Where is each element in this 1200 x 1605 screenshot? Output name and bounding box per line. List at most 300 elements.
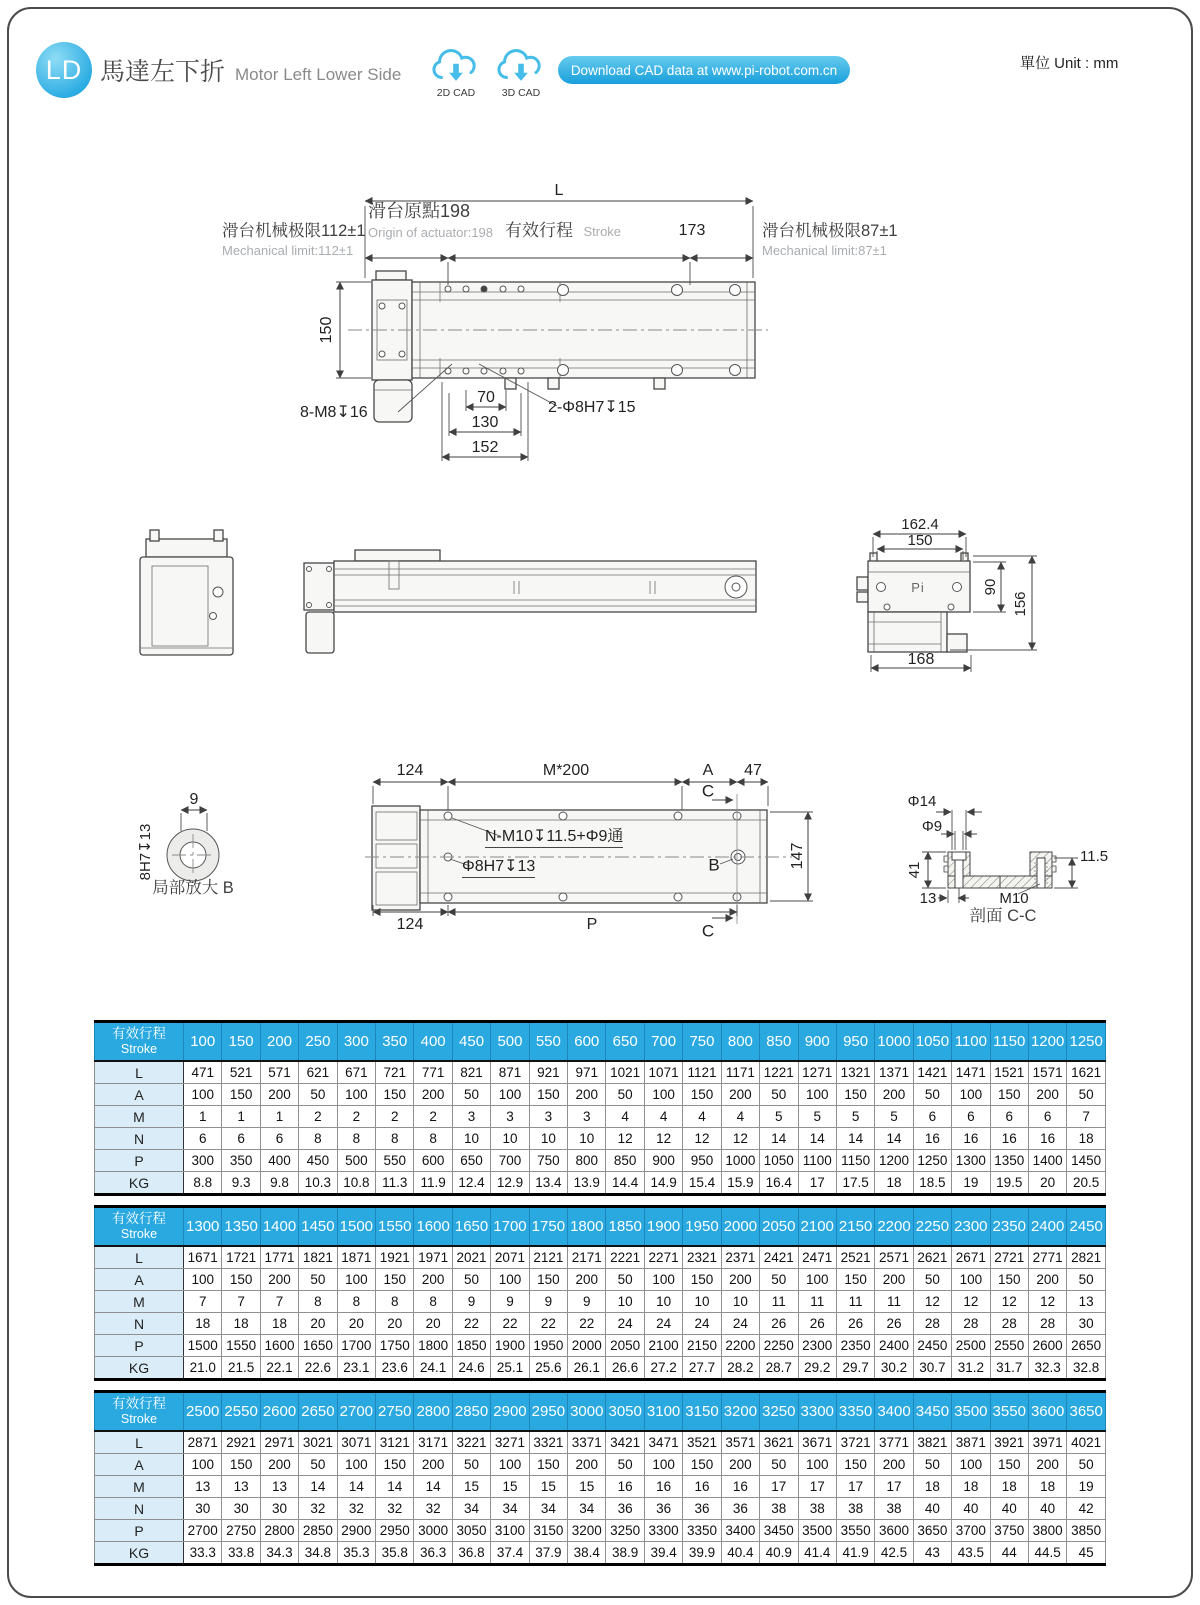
value-cell: 150 <box>683 1269 721 1291</box>
row-label: KG <box>95 1357 184 1380</box>
value-cell: 28 <box>952 1313 990 1335</box>
value-cell: 1250 <box>913 1150 951 1172</box>
value-cell: 25.6 <box>529 1357 567 1380</box>
value-cell: 500 <box>337 1150 375 1172</box>
value-cell: 100 <box>644 1269 682 1291</box>
value-cell: 3971 <box>1028 1431 1066 1454</box>
stroke-column-header: 1250 <box>1067 1022 1106 1062</box>
value-cell: 1821 <box>299 1246 337 1269</box>
row-label: M <box>95 1476 184 1498</box>
value-cell: 5 <box>836 1106 874 1128</box>
value-cell: 3271 <box>491 1431 529 1454</box>
row-label: N <box>95 1313 184 1335</box>
value-cell: 3921 <box>990 1431 1028 1454</box>
value-cell: 100 <box>952 1084 990 1106</box>
dim-13: 13 <box>919 889 937 907</box>
value-cell: 4021 <box>1067 1431 1106 1454</box>
cad-3d-label: 3D CAD <box>501 87 541 99</box>
value-cell: 32.8 <box>1067 1357 1106 1380</box>
value-cell: 1571 <box>1028 1061 1066 1084</box>
value-cell: 2950 <box>376 1520 414 1542</box>
section-mark-c-top: C <box>701 781 715 801</box>
stroke-column-header: 3300 <box>798 1392 836 1432</box>
value-cell: 18 <box>990 1476 1028 1498</box>
value-cell: 7 <box>260 1291 298 1313</box>
value-cell: 14.9 <box>644 1172 682 1195</box>
value-cell: 24 <box>721 1313 759 1335</box>
value-cell: 4 <box>644 1106 682 1128</box>
value-cell: 40 <box>1028 1498 1066 1520</box>
value-cell: 16 <box>683 1476 721 1498</box>
stroke-column-header: 950 <box>836 1022 874 1062</box>
row-label: A <box>95 1454 184 1476</box>
value-cell: 15 <box>491 1476 529 1498</box>
dimension-table-1 <box>94 1020 1106 1196</box>
value-cell: 18 <box>1067 1128 1106 1150</box>
value-cell: 50 <box>913 1269 951 1291</box>
value-cell: 2621 <box>913 1246 951 1269</box>
value-cell: 521 <box>222 1061 260 1084</box>
value-cell: 3 <box>491 1106 529 1128</box>
value-cell: 2471 <box>798 1246 836 1269</box>
value-cell: 100 <box>337 1084 375 1106</box>
value-cell: 17 <box>760 1476 798 1498</box>
value-cell: 2121 <box>529 1246 567 1269</box>
dim-m200: M*200 <box>542 762 590 780</box>
value-cell: 2021 <box>452 1246 490 1269</box>
value-cell: 1771 <box>260 1246 298 1269</box>
stroke-column-header: 850 <box>760 1022 798 1062</box>
value-cell: 2071 <box>491 1246 529 1269</box>
value-cell: 150 <box>683 1084 721 1106</box>
value-cell: 100 <box>184 1269 222 1291</box>
value-cell: 2371 <box>721 1246 759 1269</box>
value-cell: 871 <box>491 1061 529 1084</box>
detail-caption: 局部放大 B <box>152 878 234 897</box>
value-cell: 2450 <box>913 1335 951 1357</box>
stroke-column-header: 2900 <box>491 1392 529 1432</box>
value-cell: 6 <box>952 1106 990 1128</box>
stroke-header: 有效行程 Stroke <box>95 1022 184 1062</box>
value-cell: 100 <box>337 1269 375 1291</box>
value-cell: 1971 <box>414 1246 452 1269</box>
value-cell: 3700 <box>952 1520 990 1542</box>
value-cell: 150 <box>529 1454 567 1476</box>
detail-thread-label: 8H7↧13 <box>136 823 154 881</box>
stroke-column-header: 2350 <box>990 1207 1028 1247</box>
value-cell: 3600 <box>875 1520 913 1542</box>
value-cell: 12 <box>952 1291 990 1313</box>
value-cell: 26 <box>798 1313 836 1335</box>
value-cell: 50 <box>606 1269 644 1291</box>
value-cell: 100 <box>337 1454 375 1476</box>
value-cell: 50 <box>760 1084 798 1106</box>
value-cell: 20 <box>414 1313 452 1335</box>
dim-152: 152 <box>471 439 499 457</box>
value-cell: 150 <box>990 1269 1028 1291</box>
value-cell: 13 <box>184 1476 222 1498</box>
value-cell: 150 <box>376 1269 414 1291</box>
value-cell: 2550 <box>990 1335 1028 1357</box>
value-cell: 22 <box>491 1313 529 1335</box>
value-cell: 900 <box>644 1150 682 1172</box>
value-cell: 13.9 <box>568 1172 606 1195</box>
value-cell: 39.4 <box>644 1542 682 1565</box>
value-cell: 16.4 <box>760 1172 798 1195</box>
value-cell: 36 <box>683 1498 721 1520</box>
value-cell: 1350 <box>990 1150 1028 1172</box>
stroke-column-header: 600 <box>568 1022 606 1062</box>
value-cell: 9.3 <box>222 1172 260 1195</box>
row-label: A <box>95 1269 184 1291</box>
value-cell: 22 <box>452 1313 490 1335</box>
value-cell: 10 <box>683 1291 721 1313</box>
value-cell: 12 <box>683 1128 721 1150</box>
value-cell: 30 <box>184 1498 222 1520</box>
value-cell: 12.4 <box>452 1172 490 1195</box>
value-cell: 33.3 <box>184 1542 222 1565</box>
value-cell: 100 <box>491 1084 529 1106</box>
value-cell: 1150 <box>836 1150 874 1172</box>
value-cell: 1900 <box>491 1335 529 1357</box>
stroke-column-header: 2850 <box>452 1392 490 1432</box>
stroke-column-header: 1100 <box>952 1022 990 1062</box>
value-cell: 3721 <box>836 1431 874 1454</box>
value-cell: 10 <box>606 1291 644 1313</box>
value-cell: 8 <box>337 1291 375 1313</box>
value-cell: 200 <box>721 1269 759 1291</box>
value-cell: 24 <box>683 1313 721 1335</box>
value-cell: 15 <box>529 1476 567 1498</box>
value-cell: 150 <box>222 1269 260 1291</box>
value-cell: 3371 <box>568 1431 606 1454</box>
dimension-table-2 <box>94 1205 1106 1381</box>
value-cell: 1850 <box>452 1335 490 1357</box>
dim-phi14: Φ14 <box>907 792 937 810</box>
value-cell: 700 <box>491 1150 529 1172</box>
value-cell: 41.9 <box>836 1542 874 1565</box>
value-cell: 300 <box>184 1150 222 1172</box>
value-cell: 20.5 <box>1067 1172 1106 1195</box>
stroke-column-header: 2600 <box>260 1392 298 1432</box>
value-cell: 50 <box>913 1084 951 1106</box>
value-cell: 2100 <box>644 1335 682 1357</box>
row-label: P <box>95 1335 184 1357</box>
value-cell: 2271 <box>644 1246 682 1269</box>
stroke-column-header: 900 <box>798 1022 836 1062</box>
value-cell: 1300 <box>952 1150 990 1172</box>
value-cell: 1050 <box>760 1150 798 1172</box>
value-cell: 18 <box>260 1313 298 1335</box>
dim-P: P <box>586 916 598 934</box>
stroke-column-header: 400 <box>414 1022 452 1062</box>
value-cell: 150 <box>990 1084 1028 1106</box>
value-cell: 10 <box>452 1128 490 1150</box>
stroke-column-header: 2950 <box>529 1392 567 1432</box>
value-cell: 3100 <box>491 1520 529 1542</box>
value-cell: 24 <box>606 1313 644 1335</box>
row-label: P <box>95 1520 184 1542</box>
value-cell: 40 <box>990 1498 1028 1520</box>
value-cell: 15.4 <box>683 1172 721 1195</box>
stroke-column-header: 2550 <box>222 1392 260 1432</box>
value-cell: 821 <box>452 1061 490 1084</box>
value-cell: 8 <box>414 1128 452 1150</box>
model-badge: LD <box>36 42 92 98</box>
value-cell: 28 <box>990 1313 1028 1335</box>
value-cell: 43.5 <box>952 1542 990 1565</box>
value-cell: 8 <box>376 1128 414 1150</box>
value-cell: 9 <box>491 1291 529 1313</box>
value-cell: 4 <box>683 1106 721 1128</box>
value-cell: 100 <box>491 1454 529 1476</box>
value-cell: 12.9 <box>491 1172 529 1195</box>
value-cell: 1621 <box>1067 1061 1106 1084</box>
value-cell: 150 <box>376 1084 414 1106</box>
value-cell: 150 <box>836 1454 874 1476</box>
value-cell: 12 <box>606 1128 644 1150</box>
value-cell: 28.2 <box>721 1357 759 1380</box>
value-cell: 200 <box>1028 1084 1066 1106</box>
value-cell: 38 <box>760 1498 798 1520</box>
value-cell: 100 <box>491 1269 529 1291</box>
value-cell: 3571 <box>721 1431 759 1454</box>
value-cell: 12 <box>644 1128 682 1150</box>
thread-callout-8m8: 8-M8↧16 <box>300 404 368 421</box>
value-cell: 31.7 <box>990 1357 1028 1380</box>
value-cell: 3821 <box>913 1431 951 1454</box>
value-cell: 26 <box>760 1313 798 1335</box>
mech-limit-left-zh: 滑台机械极限112±1 <box>222 222 366 240</box>
value-cell: 2350 <box>836 1335 874 1357</box>
origin-label-en: Origin of actuator:198 <box>368 225 494 240</box>
row-label: M <box>95 1291 184 1313</box>
value-cell: 150 <box>222 1454 260 1476</box>
value-cell: 2421 <box>760 1246 798 1269</box>
value-cell: 1871 <box>337 1246 375 1269</box>
value-cell: 3071 <box>337 1431 375 1454</box>
value-cell: 3421 <box>606 1431 644 1454</box>
value-cell: 200 <box>875 1454 913 1476</box>
value-cell: 3171 <box>414 1431 452 1454</box>
mech-limit-right-zh: 滑台机械极限87±1 <box>762 222 898 240</box>
value-cell: 3300 <box>644 1520 682 1542</box>
value-cell: 34 <box>568 1498 606 1520</box>
value-cell: 28.7 <box>760 1357 798 1380</box>
value-cell: 20 <box>376 1313 414 1335</box>
value-cell: 3021 <box>299 1431 337 1454</box>
stroke-column-header: 2300 <box>952 1207 990 1247</box>
value-cell: 11 <box>875 1291 913 1313</box>
value-cell: 14 <box>760 1128 798 1150</box>
pi-logo: Pi <box>911 579 925 595</box>
stroke-column-header: 200 <box>260 1022 298 1062</box>
value-cell: 13 <box>222 1476 260 1498</box>
stroke-column-header: 700 <box>644 1022 682 1062</box>
stroke-column-header: 1850 <box>606 1207 644 1247</box>
value-cell: 3400 <box>721 1520 759 1542</box>
stroke-column-header: 3500 <box>952 1392 990 1432</box>
value-cell: 3521 <box>683 1431 721 1454</box>
value-cell: 50 <box>1067 1269 1106 1291</box>
value-cell: 5 <box>760 1106 798 1128</box>
value-cell: 3200 <box>568 1520 606 1542</box>
stroke-column-header: 2250 <box>913 1207 951 1247</box>
stroke-column-header: 800 <box>721 1022 759 1062</box>
value-cell: 200 <box>875 1084 913 1106</box>
value-cell: 2 <box>299 1106 337 1128</box>
value-cell: 9 <box>568 1291 606 1313</box>
value-cell: 100 <box>184 1084 222 1106</box>
value-cell: 16 <box>990 1128 1028 1150</box>
value-cell: 2400 <box>875 1335 913 1357</box>
value-cell: 1450 <box>1067 1150 1106 1172</box>
value-cell: 1000 <box>721 1150 759 1172</box>
value-cell: 2921 <box>222 1431 260 1454</box>
value-cell: 6 <box>184 1128 222 1150</box>
value-cell: 1550 <box>222 1335 260 1357</box>
value-cell: 2721 <box>990 1246 1028 1269</box>
value-cell: 921 <box>529 1061 567 1084</box>
stroke-column-header: 450 <box>452 1022 490 1062</box>
value-cell: 16 <box>606 1476 644 1498</box>
value-cell: 1 <box>260 1106 298 1128</box>
value-cell: 32 <box>376 1498 414 1520</box>
value-cell: 32 <box>299 1498 337 1520</box>
stroke-column-header: 1750 <box>529 1207 567 1247</box>
value-cell: 1671 <box>184 1246 222 1269</box>
dim-124-top: 124 <box>396 762 424 780</box>
stroke-column-header: 3550 <box>990 1392 1028 1432</box>
stroke-header: 有效行程 Stroke <box>95 1392 184 1432</box>
stroke-column-header: 1500 <box>337 1207 375 1247</box>
value-cell: 14 <box>376 1476 414 1498</box>
value-cell: 1371 <box>875 1061 913 1084</box>
stroke-column-header: 2150 <box>836 1207 874 1247</box>
value-cell: 22.6 <box>299 1357 337 1380</box>
value-cell: 200 <box>568 1084 606 1106</box>
value-cell: 18 <box>184 1313 222 1335</box>
value-cell: 37.9 <box>529 1542 567 1565</box>
value-cell: 50 <box>452 1454 490 1476</box>
value-cell: 750 <box>529 1150 567 1172</box>
value-cell: 3 <box>452 1106 490 1128</box>
value-cell: 34.8 <box>299 1542 337 1565</box>
value-cell: 26 <box>875 1313 913 1335</box>
value-cell: 200 <box>568 1269 606 1291</box>
value-cell: 22 <box>568 1313 606 1335</box>
row-label: KG <box>95 1172 184 1195</box>
stroke-column-header: 750 <box>683 1022 721 1062</box>
value-cell: 200 <box>1028 1454 1066 1476</box>
value-cell: 8 <box>299 1291 337 1313</box>
value-cell: 200 <box>721 1084 759 1106</box>
value-cell: 28 <box>1028 1313 1066 1335</box>
origin-label-zh: 滑台原點198 <box>368 201 471 221</box>
value-cell: 9 <box>529 1291 567 1313</box>
value-cell: 16 <box>721 1476 759 1498</box>
value-cell: 721 <box>376 1061 414 1084</box>
value-cell: 1071 <box>644 1061 682 1084</box>
value-cell: 200 <box>721 1454 759 1476</box>
value-cell: 350 <box>222 1150 260 1172</box>
value-cell: 2750 <box>222 1520 260 1542</box>
dim-9: 9 <box>189 791 199 809</box>
value-cell: 3771 <box>875 1431 913 1454</box>
row-label: M <box>95 1106 184 1128</box>
value-cell: 10 <box>568 1128 606 1150</box>
row-label: P <box>95 1150 184 1172</box>
value-cell: 12 <box>1028 1291 1066 1313</box>
value-cell: 34 <box>491 1498 529 1520</box>
value-cell: 2600 <box>1028 1335 1066 1357</box>
value-cell: 4 <box>721 1106 759 1128</box>
dim-L: L <box>554 182 564 200</box>
value-cell: 50 <box>1067 1084 1106 1106</box>
value-cell: 6 <box>260 1128 298 1150</box>
value-cell: 11 <box>836 1291 874 1313</box>
value-cell: 2 <box>414 1106 452 1128</box>
value-cell: 36 <box>644 1498 682 1520</box>
value-cell: 15 <box>568 1476 606 1498</box>
value-cell: 2321 <box>683 1246 721 1269</box>
value-cell: 8 <box>299 1128 337 1150</box>
value-cell: 3750 <box>990 1520 1028 1542</box>
stroke-column-header: 3250 <box>760 1392 798 1432</box>
download-cad-link[interactable]: Download CAD data at www.pi-robot.com.cn <box>558 56 850 84</box>
value-cell: 43 <box>913 1542 951 1565</box>
value-cell: 2221 <box>606 1246 644 1269</box>
value-cell: 150 <box>836 1084 874 1106</box>
value-cell: 50 <box>1067 1454 1106 1476</box>
stroke-column-header: 2050 <box>760 1207 798 1247</box>
value-cell: 13 <box>1067 1291 1106 1313</box>
stroke-column-header: 2100 <box>798 1207 836 1247</box>
value-cell: 34 <box>452 1498 490 1520</box>
value-cell: 11.3 <box>376 1172 414 1195</box>
value-cell: 1521 <box>990 1061 1028 1084</box>
value-cell: 24 <box>644 1313 682 1335</box>
value-cell: 1200 <box>875 1150 913 1172</box>
value-cell: 2250 <box>760 1335 798 1357</box>
value-cell: 2850 <box>299 1520 337 1542</box>
value-cell: 200 <box>414 1084 452 1106</box>
value-cell: 37.4 <box>491 1542 529 1565</box>
value-cell: 34.3 <box>260 1542 298 1565</box>
value-cell: 3471 <box>644 1431 682 1454</box>
value-cell: 2650 <box>1067 1335 1106 1357</box>
value-cell: 3621 <box>760 1431 798 1454</box>
row-label: A <box>95 1084 184 1106</box>
dim-11-5: 11.5 <box>1080 848 1109 865</box>
value-cell: 26.6 <box>606 1357 644 1380</box>
dim-124-bottom: 124 <box>396 916 424 934</box>
stroke-column-header: 2650 <box>299 1392 337 1432</box>
value-cell: 27.7 <box>683 1357 721 1380</box>
dim-147: 147 <box>789 842 807 870</box>
value-cell: 44.5 <box>1028 1542 1066 1565</box>
value-cell: 16 <box>913 1128 951 1150</box>
value-cell: 1500 <box>184 1335 222 1357</box>
value-cell: 30.7 <box>913 1357 951 1380</box>
value-cell: 30 <box>222 1498 260 1520</box>
value-cell: 150 <box>683 1454 721 1476</box>
value-cell: 9.8 <box>260 1172 298 1195</box>
value-cell: 36 <box>606 1498 644 1520</box>
value-cell: 3050 <box>452 1520 490 1542</box>
value-cell: 2571 <box>875 1246 913 1269</box>
value-cell: 10 <box>721 1291 759 1313</box>
